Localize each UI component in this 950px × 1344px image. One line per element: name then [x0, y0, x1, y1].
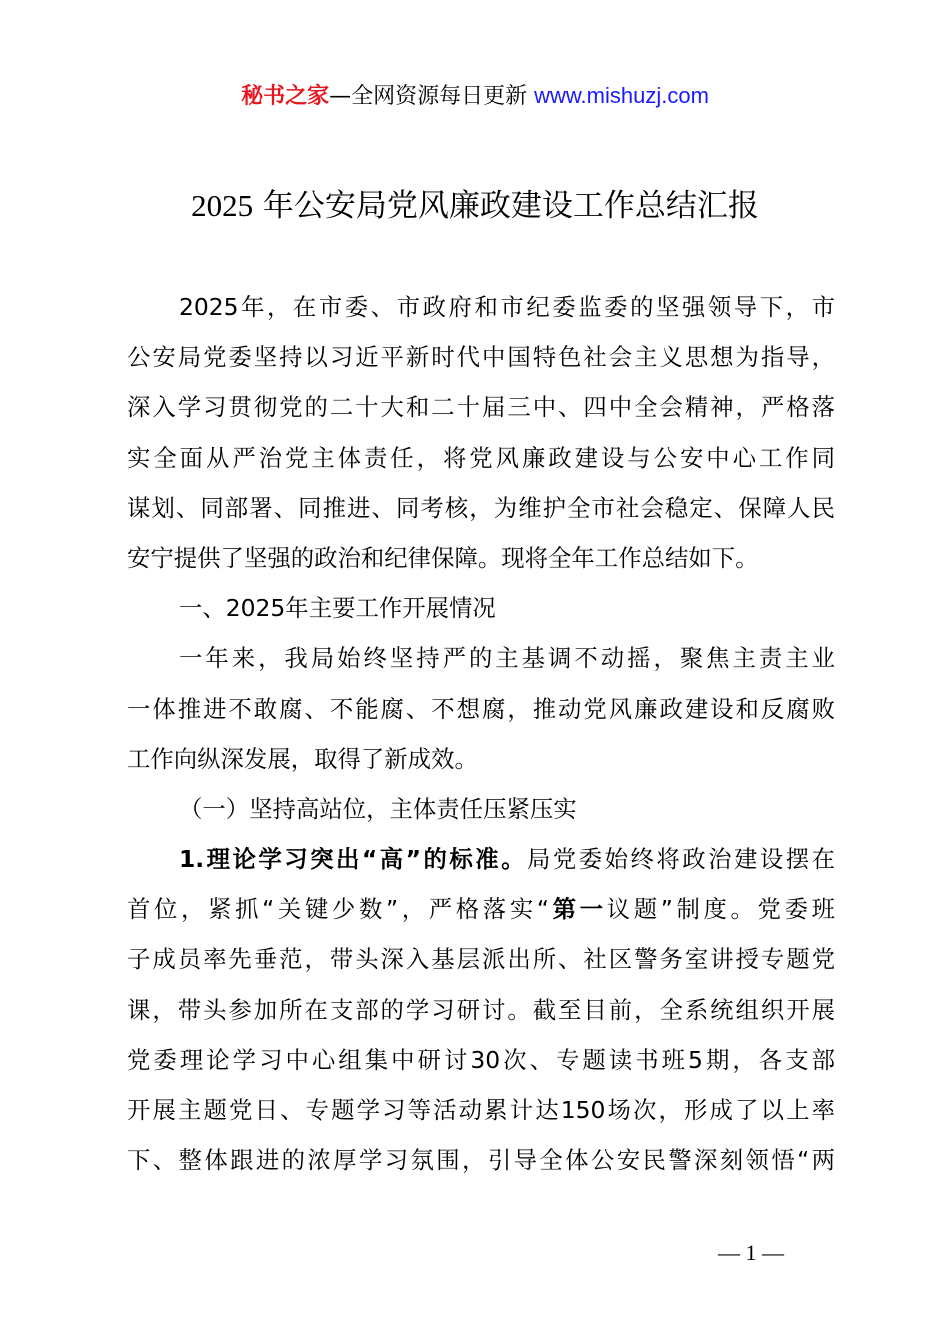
brand-name: 秘书之家: [241, 84, 330, 109]
site-url[interactable]: www.mishuzj.com: [534, 83, 709, 108]
paragraph-line: 公安局党委坚持以习近平新时代中国特色社会主义思想为指导，: [127, 343, 835, 372]
text-span: 议题”制度。党委班: [606, 895, 835, 924]
document-title: [0, 183, 950, 229]
paragraph-line: 开展主题党日、专题学习等活动累计达150场次，形成了以上率: [127, 1096, 835, 1124]
title-year: 2025: [191, 188, 254, 223]
title-text: 年公安局党风廉政建设工作总结汇报: [262, 188, 759, 224]
document-body: [127, 282, 835, 1185]
banner-tagline: —全网资源每日更新: [329, 84, 528, 109]
paragraph-line: 实全面从严治党主体责任，将党风廉政建设与公安中心工作同: [127, 443, 835, 472]
paragraph-line: 党委理论学习中心组集中研讨30次、专题读书班5期，各支部: [127, 1045, 835, 1074]
bold-text: 第一: [548, 895, 607, 924]
text-span: 首位，紧抓“关键少数”，严格落实“: [127, 895, 549, 924]
paragraph-line: 工作向纵深发展，取得了新成效。: [127, 744, 478, 773]
paragraph-line: 2025年，在市委、市政府和市纪委监委的坚强领导下，市: [179, 293, 835, 321]
item-text: 局党委始终将政治建设摆在: [526, 845, 835, 874]
item-heading-line: [127, 834, 835, 884]
paragraph-line: 深入学习贯彻党的二十大和二十届三中、四中全会精神，严格落: [127, 393, 835, 422]
paragraph-line: 下、整体跟进的浓厚学习氛围，引导全体公安民警深刻领悟“两: [127, 1146, 835, 1175]
site-banner: [0, 80, 950, 113]
subsection-heading: （一）坚持高站位，主体责任压紧压实: [179, 794, 577, 823]
paragraph-line: 子成员率先垂范，带头深入基层派出所、社区警务室讲授专题党: [127, 945, 835, 974]
page-number: — 1 —: [718, 1240, 784, 1265]
item-heading: 1.理论学习突出“高”的标准。: [179, 845, 527, 874]
paragraph-line: 一年来，我局始终坚持严的主基调不动摇，聚焦主责主业: [179, 644, 835, 673]
paragraph-line: 谋划、同部署、同推进、同考核，为维护全市社会稳定、保障人民: [127, 493, 835, 522]
section-heading: 一、2025年主要工作开展情况: [179, 594, 496, 623]
paragraph-line: 一体推进不敢腐、不能腐、不想腐，推动党风廉政建设和反腐败: [127, 694, 835, 723]
paragraph-line: [127, 884, 835, 934]
paragraph-line: 课，带头参加所在支部的学习研讨。截至目前，全系统组织开展: [127, 995, 835, 1024]
paragraph-line: 安宁提供了坚强的政治和纪律保障。现将全年工作总结如下。: [127, 543, 759, 572]
